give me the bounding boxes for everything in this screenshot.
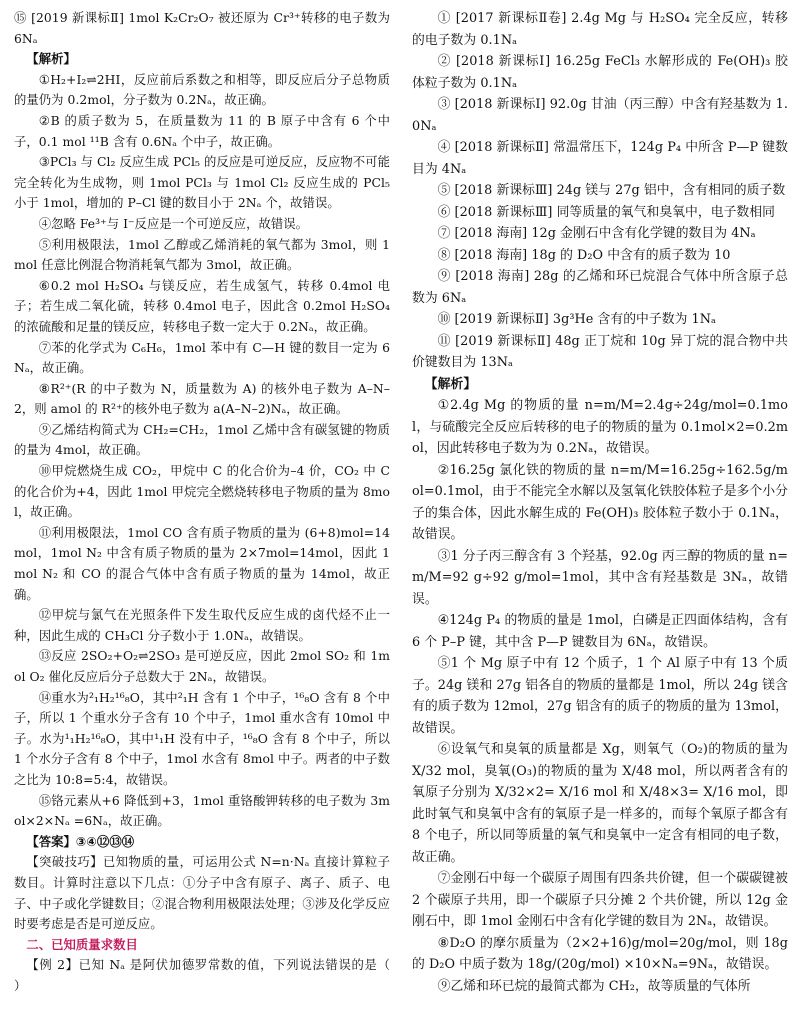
right-column-paragraph: 【解析】	[424, 376, 477, 392]
right-column-paragraph: ②16.25g 氯化铁的物质的量 n=m/M=16.25g÷162.5g/mol=0.1mol，由于不能完全水解以及氢氧化铁胶体粒子是多个小分子的集合体，因此水解生成的 Fe(OH)₃ 胶体粒子数小于 0.1Nₐ，故错误。	[412, 462, 788, 542]
right-column-paragraph: ⑦金刚石中每一个碳原子周围有四条共价键，但一个碳碳键被 2 个碳原子共用，即一个碳原子只分摊 2 个共价键，所以 12g 金刚石中，即 1mol 金刚石中含有化学键的数目为 2Nₐ，故错误。	[412, 871, 788, 929]
left-column-paragraph: ⑪利用极限法，1mol CO 含有质子物质的量为 (6+8)mol=14mol，1mol N₂ 中含有质子物质的量为 2×7mol=14mol，因此 1mol N₂ 和 CO 的混合气体中含有质子物质的量为 14mol，故正确。	[14, 525, 390, 602]
left-column-paragraph: ⑥0.2 mol H₂SO₄ 与镁反应，若生成氢气，转移 0.4mol 电子；若生成二氧化硫，转移 0.4mol 电子，因此含 0.2mol H₂SO₄ 的浓硫酸和足量的镁反应，转移电子数一定大于 0.2Nₐ，故正确。	[14, 278, 390, 334]
left-column-paragraph: ⑤利用极限法，1mol 乙醇或乙烯消耗的氧气都为 3mol，则 1mol 任意比例混合物消耗氧气都为 3mol，故正确。	[14, 237, 390, 273]
right-column-paragraph: ⑥设氧气和臭氧的质量都是 Xg，则氧气（O₂)的物质的量为 X/32 mol，臭氧(O₃)的物质的量为 X/48 mol，所以两者含有的氧原子分别为 X/32×2= X/16 mol 和 X/48×3= X/16 mol，即此时氧气和臭氧中含有的氧原子是一样多的，而每个氧原子都含有 8 个电子，所以同等质量的氧气和臭氧中一定含有相同的电子数，故正确。	[412, 742, 788, 865]
left-column-paragraph: ⑦苯的化学式为 C₆H₆，1mol 苯中有 C—H 键的数目一定为 6Nₐ，故正确。	[14, 340, 390, 376]
left-column-paragraph: 【例 2】已知 Nₐ 是阿伏加德罗常数的值，下列说法错误的是（ ）	[14, 958, 415, 993]
left-column-paragraph: ④忽略 Fe³⁺与 I⁻反应是一个可逆反应，故错误。	[38, 216, 309, 231]
left-column-paragraph: ⑫甲烷与氯气在光照条件下发生取代反应生成的卤代烃不止一种，因此生成的 CH₃Cl 分子数小于 1.0Nₐ，故错误。	[14, 608, 390, 643]
left-column-paragraph: ⑮ [2019 新课标Ⅱ] 1mol K₂Cr₂O₇ 被还原为 Cr³⁺转移的电子数为 6Nₐ	[14, 11, 390, 46]
right-column-paragraph: ④ [2018 新课标Ⅱ] 常温常压下，124g P₄ 中所含 P—P 键数目为 4Nₐ	[412, 140, 788, 177]
left-column-paragraph: ①H₂+I₂⇌2HI，反应前后系数之和相等，即反应后分子总物质的量仍为 0.2mol，分子数为 0.2Nₐ，故正确。	[14, 72, 390, 108]
left-column-paragraph: ⑨乙烯结构简式为 CH₂=CH₂，1mol 乙烯中含有碳氢键的物质的量为 4mol，故正确。	[14, 422, 390, 458]
right-column-paragraph: ⑨ [2018 海南] 28g 的乙烯和环已烷混合气体中所含原子总数为 6Nₐ	[412, 269, 788, 306]
left-column-paragraph: ⑩甲烷燃烧生成 CO₂，甲烷中 C 的化合价为–4 价，CO₂ 中 C 的化合价为+4，因此 1mol 甲烷完全燃烧转移电子物质的量为 8mol，故正确。	[14, 464, 390, 520]
section-heading: 二、已知质量求数目	[26, 937, 138, 952]
right-column-paragraph: ⑨乙烯和环已烷的最简式都为 CH₂，故等质量的气体所	[437, 978, 751, 994]
right-column-paragraph: ⑤ [2018 新课标Ⅲ] 24g 镁与 27g 铝中，含有相同的质子数	[437, 183, 786, 198]
right-column-paragraph: ① [2017 新课标Ⅱ卷] 2.4g Mg 与 H₂SO₄ 完全反应，转移的电子数为 0.1Nₐ	[412, 11, 788, 48]
right-column-paragraph: ③ [2018 新课标Ⅰ] 92.0g 甘油（丙三醇）中含有羟基数为 1.0Nₐ	[412, 97, 788, 134]
left-column-paragraph: 【答案】③④⑫⑬⑭	[26, 834, 135, 849]
right-column-paragraph: ⑥ [2018 新课标Ⅲ] 同等质量的氧气和臭氧中，电子数相同	[437, 204, 775, 220]
left-column-paragraph: ⑮铬元素从+6 降低到+3，1mol 重铬酸钾转移的电子数为 3mol×2×Nₐ =6Nₐ，故正确。	[14, 793, 390, 829]
left-column-paragraph: ③PCl₃ 与 Cl₂ 反应生成 PCl₅ 的反应是可逆反应，反应物不可能完全转化为生成物，则 1mol PCl₃ 与 1mol Cl₂ 反应生成的 PCl₅ 小于 1mol，增加的 P–Cl 键的数目小于 2Nₐ 个，故错误。	[14, 155, 390, 211]
right-column-paragraph: ①2.4g Mg 的物质的量 n=m/M=2.4g÷24g/mol=0.1mol，与硫酸完全反应后转移的电子的物质的量为 0.1mol×2=0.2mol，因此转移电子数为为 0.2Nₐ，故错误。	[412, 398, 788, 456]
right-column-paragraph: ③1 分子丙三醇含有 3 个羟基，92.0g 丙三醇的物质的量 n=m/M=92 g÷92 g/mol=1mol，其中含有羟基数是 3Nₐ，故错误。	[412, 548, 788, 607]
right-column	[412, 8, 788, 997]
right-column-paragraph: ⑧D₂O 的摩尔质量为（2×2+16)g/mol=20g/mol，则 18g 的 D₂O 中质子数为 18g/(20g/mol) ×10×Nₐ=9Nₐ，故错误。	[412, 935, 788, 972]
left-column-paragraph: ②B 的质子数为 5，在质量数为 11 的 B 原子中含有 6 个中子，0.1 mol ¹¹B 含有 0.6Nₐ 个中子，故正确。	[14, 113, 390, 149]
right-column-paragraph: ② [2018 新课标Ⅰ] 16.25g FeCl₃ 水解形成的 Fe(OH)₃ 胶体粒子数为 0.1Nₐ	[412, 54, 788, 91]
left-column-paragraph: 【解析】	[26, 52, 76, 67]
right-column-paragraph: ⑪ [2019 新课标Ⅱ] 48g 正丁烷和 10g 异丁烷的混合物中共价键数目为 13Nₐ	[412, 333, 788, 370]
left-column	[14, 8, 415, 997]
left-column-paragraph: ⑬反应 2SO₂+O₂⇌2SO₃ 是可逆反应，因此 2mol SO₂ 和 1mol O₂ 催化反应后分子总数大于 2Nₐ，故错误。	[14, 649, 390, 684]
right-column-paragraph: ⑦ [2018 海南] 12g 金刚石中含有化学键的数目为 4Nₐ	[437, 226, 756, 241]
left-column-paragraph: ⑧R²⁺(R 的中子数为 N，质量数为 A) 的核外电子数为 A–N–2，则 amol 的 R²⁺的核外电子数为 a(A–N–2)Nₐ，故正确。	[14, 381, 390, 417]
right-column-paragraph: ⑩ [2019 新课标Ⅱ] 3g³He 含有的中子数为 1Nₐ	[437, 312, 716, 327]
right-column-paragraph: ⑧ [2018 海南] 18g 的 D₂O 中含有的质子数为 10	[437, 247, 731, 263]
right-column-paragraph: ⑤1 个 Mg 原子中有 12 个质子，1 个 Al 原子中有 13 个质子。24g 镁和 27g 铝各自的物质的量都是 1mol，所以 24g 镁含有的质子数为 12mol，27g 铝含有的质子的物质的量为 13mol，故错误。	[412, 656, 788, 736]
left-column-paragraph: ⑭重水为²₁H₂¹⁶₈O，其中²₁H 含有 1 个中子，¹⁶₈O 含有 8 个中子，所以 1 个重水分子含有 10 个中子，1mol 重水含有 10mol 中子。水为¹₁H₂¹⁶₈O，其中¹₁H 没有中子，¹⁶₈O 含有 8 个中子，所以 1 个水分子含有 8 个中子，1mol 水含有 8mol 中子。两者的中子数之比为 10:8=5:4，故错误。	[14, 690, 390, 787]
right-column-paragraph: ④124g P₄ 的物质的量是 1mol，白磷是正四面体结构，含有 6 个 P–P 键，其中含 P—P 键数目为 6Nₐ，故错误。	[412, 613, 788, 650]
left-column-paragraph: 【突破技巧】已知物质的量，可运用公式 N=n·Nₐ 直接计算粒子数目。计算时注意以下几点：①分子中含有原子、离子、质子、电子、中子或化学键数目；②混合物利用极限法处理；③涉及化学反应时要考虑是否是可逆反应。	[14, 855, 390, 932]
